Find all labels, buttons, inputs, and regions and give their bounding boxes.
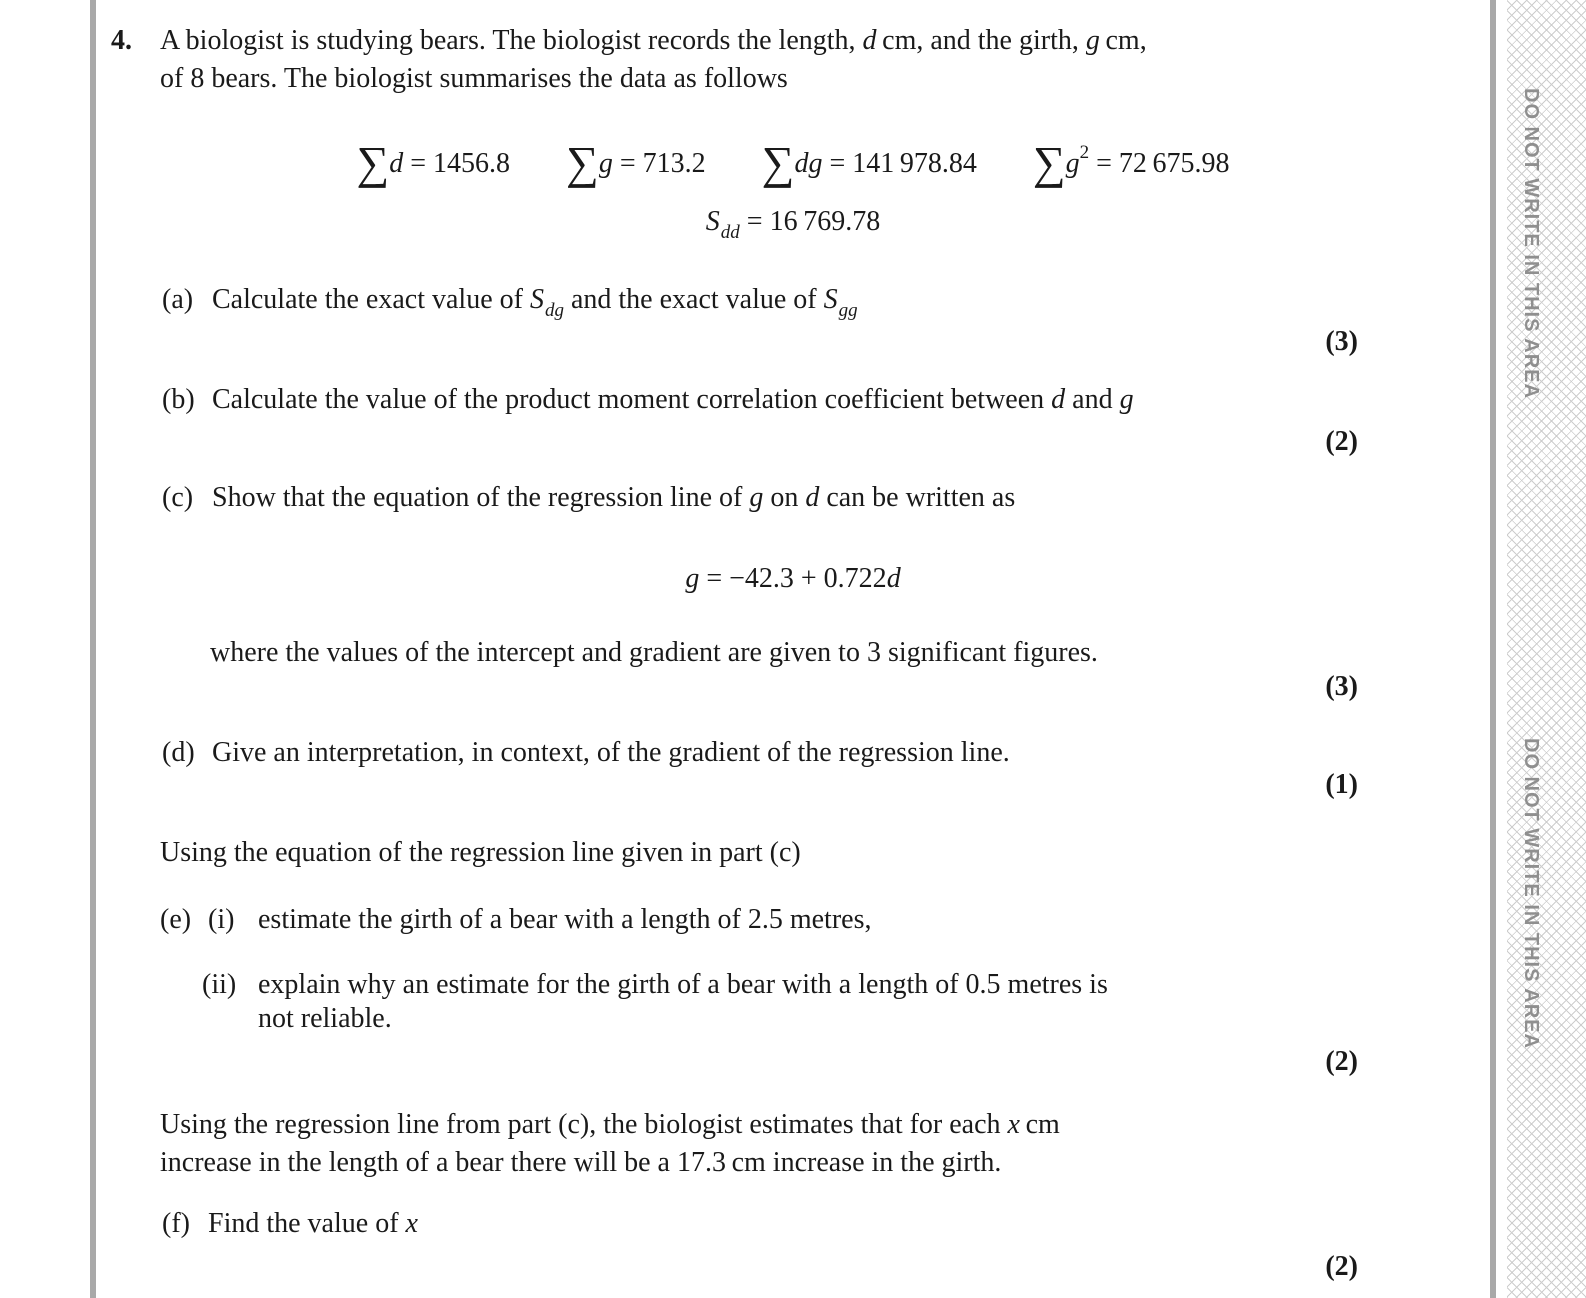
part-b-marks: (2) — [1325, 426, 1358, 457]
part-e-label: (e) — [160, 904, 192, 935]
using-regression-statement-line-2: increase in the length of a bear there will be a 17.3 cm increase in the girth. — [160, 1147, 1002, 1178]
using-equation-statement: Using the equation of the regression line given in part (c) — [160, 837, 801, 868]
regression-equation: g = −42.3 + 0.722d — [685, 563, 901, 594]
part-f-marks: (2) — [1325, 1251, 1358, 1282]
sum-dg-formula: ∑dg = 141 978.84 — [761, 137, 977, 188]
using-regression-statement-line-1: Using the regression line from part (c), the biologist estimates that for each x cm — [160, 1109, 1060, 1140]
part-c-marks: (3) — [1325, 671, 1358, 702]
part-e-ii-text-line-1: explain why an estimate for the girth of a bear with a length of 0.5 metres is — [258, 969, 1108, 1000]
part-d-marks: (1) — [1325, 769, 1358, 800]
part-e-ii-label: (ii) — [202, 969, 237, 1000]
part-a-text: Calculate the exact value of $S_{dg}$ and the exact value of $S_{gg}$ — [212, 284, 858, 321]
question-intro-line-2: of 8 bears. The biologist summarises the data as follows — [160, 63, 788, 94]
part-e-i-label: (i) — [208, 904, 235, 935]
part-e-marks: (2) — [1325, 1046, 1358, 1077]
right-margin-rule — [1490, 0, 1496, 1298]
part-a-marks: (3) — [1325, 326, 1358, 357]
sum-d-formula: ∑d = 1456.8 — [356, 137, 511, 188]
do-not-write-text-top: DO NOT WRITE IN THIS AREA — [1520, 88, 1542, 399]
part-b-text: Calculate the value of the product moment correlation coefficient between d and g — [212, 384, 1134, 415]
sum-g-squared-formula: $\sum g^2 = 72$ 675.98 — [1032, 137, 1230, 188]
part-f-label: (f) — [162, 1208, 190, 1239]
summary-statistics-row — [96, 137, 1490, 188]
part-b-label: (b) — [162, 384, 195, 415]
part-e-ii-text-line-2: not reliable. — [258, 1003, 392, 1034]
question-intro-line-1: A biologist is studying bears. The biologist records the length, d cm, and the girth, g cm, — [160, 25, 1147, 56]
part-d-text: Give an interpretation, in context, of the gradient of the regression line. — [212, 737, 1010, 768]
part-c-label: (c) — [162, 482, 194, 513]
part-d-label: (d) — [162, 737, 195, 768]
part-f-text: Find the value of x — [208, 1208, 418, 1239]
part-c-text: Show that the equation of the regression line of g on d can be written as — [212, 482, 1016, 513]
sum-g-formula: ∑g = 713.2 — [566, 137, 706, 188]
question-number: 4. — [111, 25, 132, 56]
sdd-formula: $S_{dd} = 16$ 769.78 — [705, 206, 881, 243]
do-not-write-band — [1507, 0, 1586, 1298]
part-a-label: (a) — [162, 284, 194, 315]
do-not-write-text-bottom: DO NOT WRITE IN THIS AREA — [1520, 738, 1542, 1049]
part-c-note: where the values of the intercept and gradient are given to 3 significant figures. — [210, 637, 1098, 668]
part-e-i-text: estimate the girth of a bear with a length of 2.5 metres, — [258, 904, 872, 935]
